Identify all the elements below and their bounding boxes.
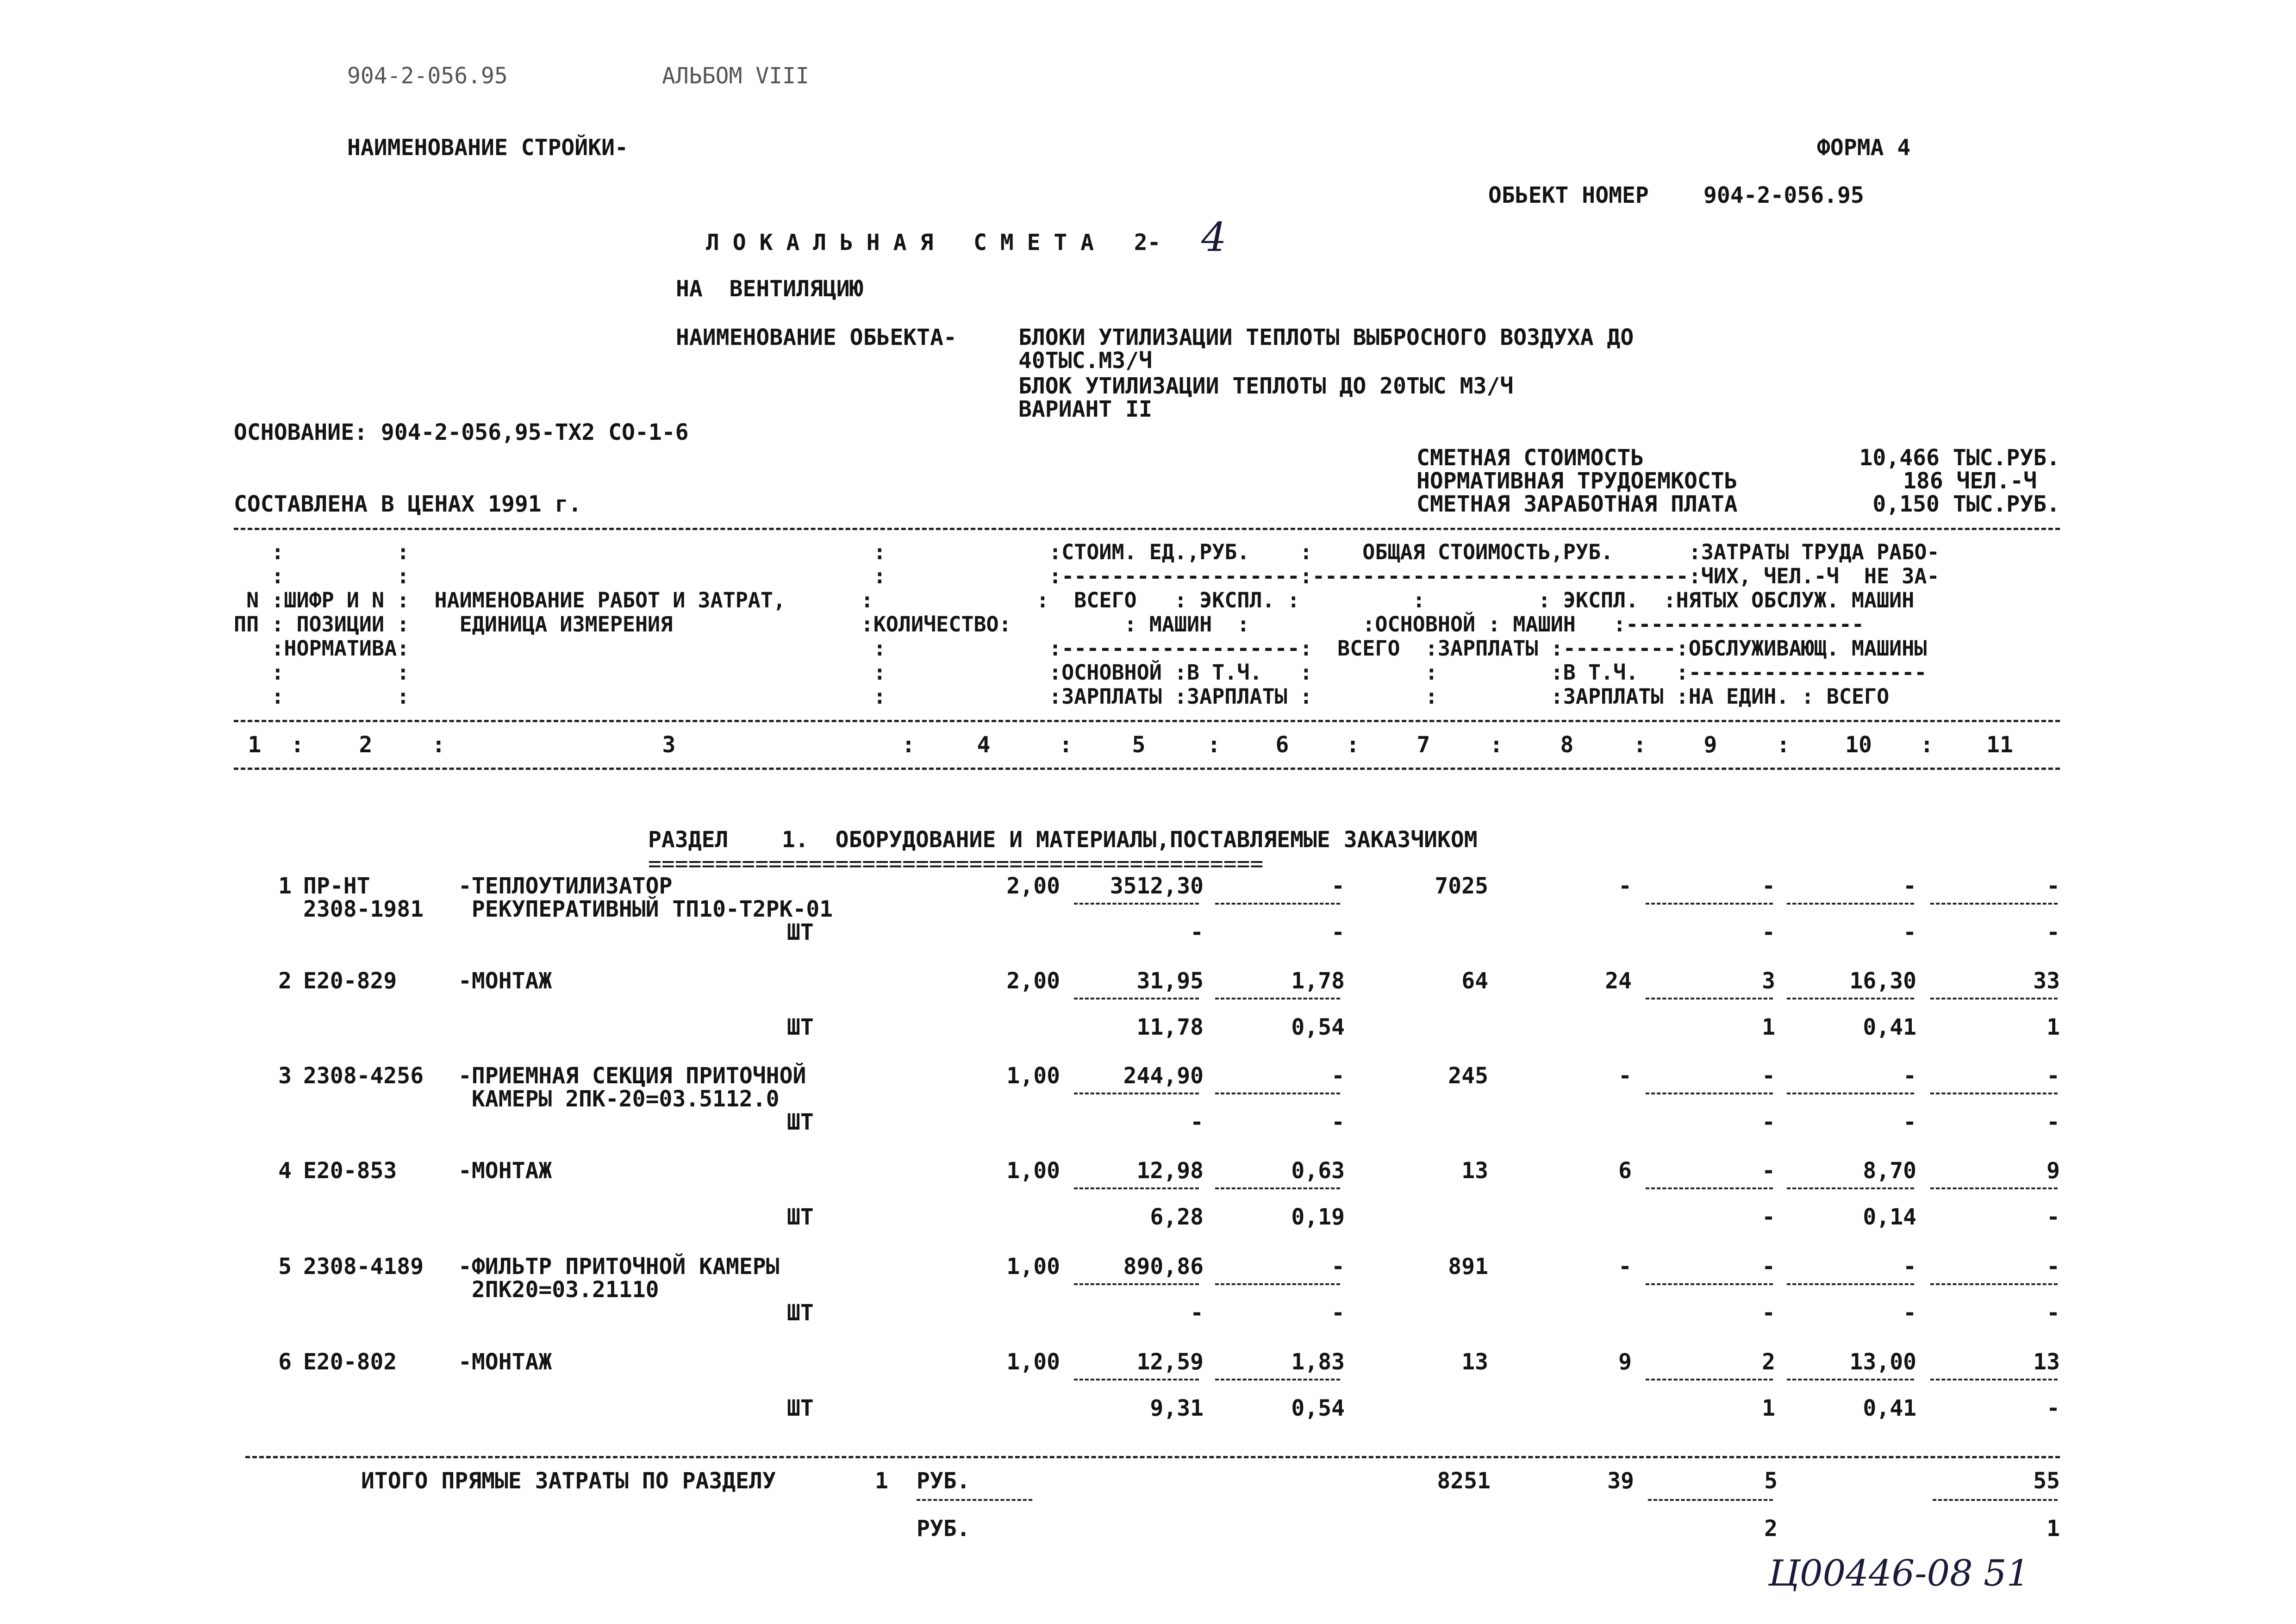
item-labor-total: 33	[2033, 968, 2060, 994]
item-base-wage: 6,28	[1150, 1204, 1204, 1230]
item-name: 2ПК20=03.21110	[458, 1277, 659, 1303]
item-code: ПР-НТ	[303, 873, 370, 899]
item-quantity: 2,00	[1006, 873, 1060, 899]
item-col-9-rule	[1646, 1379, 1773, 1380]
item-total-machines: 3	[1762, 968, 1775, 994]
item-col-5-rule	[1074, 1187, 1199, 1189]
item-col-6-rule	[1215, 1379, 1340, 1380]
item-labor-per-unit: -	[1903, 1254, 1916, 1280]
table-header-row-7: : : : :ЗАРПЛАТЫ :ЗАРПЛАТЫ : : :ЗАРПЛАТЫ :НА ЕДИН. : ВСЕГО	[234, 684, 1890, 709]
item-number: 3	[278, 1063, 292, 1089]
item-col-11-rule	[1930, 1093, 2058, 1094]
item-unit-cost-total: 3512,30	[1110, 873, 1204, 899]
item-total-wages: 24	[1605, 968, 1632, 994]
item-base-wage: 11,78	[1136, 1014, 1204, 1040]
item-unit-cost-total: 890,86	[1123, 1254, 1204, 1280]
item-col-9-rule	[1646, 903, 1773, 905]
column-number-11: 11	[1986, 732, 2013, 758]
item-service-labor-per-unit: -	[1903, 919, 1916, 945]
item-name: -МОНТАЖ	[458, 1349, 552, 1375]
item-code: 2308-4256	[303, 1063, 424, 1089]
column-number-9: 9	[1703, 732, 1717, 758]
item-service-labor-total: -	[2046, 1204, 2060, 1230]
item-total-wages: -	[1618, 1063, 1632, 1089]
total-col-11-rule	[1933, 1499, 2058, 1501]
column-number-separator: :	[1490, 732, 1503, 758]
summary-value-wage: 0,150 ТЫС.РУБ.	[1872, 491, 2060, 517]
item-service-labor-total: -	[2046, 1395, 2060, 1421]
item-service-labor-per-unit: 0,41	[1863, 1395, 1916, 1421]
item-labor-per-unit: -	[1903, 1063, 1916, 1089]
table-top-rule	[234, 528, 2060, 530]
total-col-9-wage: 2	[1764, 1516, 1778, 1542]
osnovanie: ОСНОВАНИЕ: 904-2-056,95-ТХ2 СО-1-6	[234, 419, 689, 445]
column-number-3: 3	[662, 732, 676, 758]
item-code: Е20-802	[303, 1349, 397, 1375]
total-col-11: 55	[2033, 1468, 2060, 1494]
item-unit: ШТ	[787, 1395, 814, 1421]
object-name-line-2: 40ТЫС.М3/Ч	[1018, 348, 1152, 374]
column-number-10: 10	[1845, 732, 1872, 758]
item-code: Е20-853	[303, 1158, 397, 1184]
total-col-8: 39	[1607, 1468, 1634, 1494]
item-service-labor-per-unit: 0,41	[1863, 1014, 1916, 1040]
total-col-9-rule	[1648, 1499, 1773, 1501]
item-col-6-rule	[1215, 998, 1340, 999]
item-col-5-rule	[1074, 1093, 1199, 1094]
item-code: Е20-829	[303, 968, 397, 994]
item-labor-total: 9	[2046, 1158, 2060, 1184]
item-service-labor-total: -	[2046, 919, 2060, 945]
item-name: -МОНТАЖ	[458, 968, 552, 994]
doc-code: 904-2-056.95	[347, 63, 508, 89]
handwritten-page-number: 51	[1984, 1553, 2030, 1594]
total-col-11-wage: 1	[2046, 1516, 2060, 1542]
item-total-wages: -	[1618, 1254, 1632, 1280]
item-machines-wage-total: -	[1762, 1300, 1775, 1326]
item-unit-cost-total: 244,90	[1123, 1063, 1204, 1089]
summary-value-cost: 10,466 ТЫС.РУБ.	[1859, 445, 2060, 471]
column-number-separator: :	[1920, 732, 1934, 758]
item-labor-total: 13	[2033, 1349, 2060, 1375]
item-quantity: 2,00	[1006, 968, 1060, 994]
item-number: 1	[278, 873, 292, 899]
item-base-wage: 9,31	[1150, 1395, 1204, 1421]
item-col-5-rule	[1074, 1283, 1199, 1285]
item-service-labor-per-unit: 0,14	[1863, 1204, 1916, 1230]
summary-label-wage: СМЕТНАЯ ЗАРАБОТНАЯ ПЛАТА	[1416, 491, 1738, 517]
object-name-label: НАИМЕНОВАНИЕ ОБЬЕКТА-	[676, 325, 957, 350]
item-col-11-rule	[1930, 998, 2058, 999]
item-col-10-rule	[1787, 1093, 1914, 1094]
totals-rule	[245, 1456, 2060, 1458]
item-unit-cost-total: 31,95	[1136, 968, 1204, 994]
item-col-6-rule	[1215, 1093, 1340, 1094]
total-unit-2: РУБ.	[917, 1516, 970, 1542]
item-machine-wage: -	[1331, 919, 1345, 945]
item-total-cost: 13	[1461, 1158, 1488, 1184]
item-name: КАМЕРЫ 2ПК-20=03.5112.0	[458, 1086, 780, 1112]
item-total-machines: -	[1762, 873, 1775, 899]
item-unit-cost-machines: 0,63	[1291, 1158, 1345, 1184]
item-quantity: 1,00	[1006, 1254, 1060, 1280]
item-unit-cost-machines: -	[1331, 1063, 1345, 1089]
column-number-separator: :	[1346, 732, 1360, 758]
summary-value-labor: 186 ЧЕЛ.-Ч	[1903, 468, 2037, 494]
item-total-cost: 245	[1448, 1063, 1488, 1089]
object-name-line-4: ВАРИАНТ II	[1018, 396, 1152, 422]
object-name-line-1: БЛОКИ УТИЛИЗАЦИИ ТЕПЛОТЫ ВЫБРОСНОГО ВОЗДУХА ДО	[1018, 325, 1634, 350]
item-labor-per-unit: 13,00	[1849, 1349, 1916, 1375]
item-base-wage: -	[1190, 919, 1204, 945]
item-unit-cost-machines: 1,78	[1291, 968, 1345, 994]
item-unit-cost-machines: -	[1331, 1254, 1345, 1280]
item-col-10-rule	[1787, 903, 1914, 905]
column-number-2: 2	[359, 732, 373, 758]
item-unit: ШТ	[787, 1014, 814, 1040]
item-name: -ФИЛЬТР ПРИТОЧНОЙ КАМЕРЫ	[458, 1254, 780, 1280]
item-number: 6	[278, 1349, 292, 1375]
item-total-wages: 9	[1618, 1349, 1632, 1375]
item-service-labor-total: -	[2046, 1300, 2060, 1326]
item-total-cost: 7025	[1435, 873, 1488, 899]
item-machine-wage: 0,19	[1291, 1204, 1345, 1230]
total-unit: РУБ.	[917, 1468, 970, 1494]
item-name: -МОНТАЖ	[458, 1158, 552, 1184]
item-col-9-rule	[1646, 1093, 1773, 1094]
table-header-row-2: : : : :-------------------:------------------------------:ЧИХ, ЧЕЛ.-Ч НЕ ЗА-	[234, 564, 1940, 588]
item-service-labor-per-unit: -	[1903, 1109, 1916, 1135]
column-number-separator: :	[291, 732, 304, 758]
item-labor-total: -	[2046, 873, 2060, 899]
prices-note: СОСТАВЛЕНА В ЦЕНАХ 1991 г.	[234, 491, 582, 517]
stroika-label: НАИМЕНОВАНИЕ СТРОЙКИ-	[347, 135, 628, 161]
item-col-11-rule	[1930, 1283, 2058, 1285]
column-number-5: 5	[1132, 732, 1146, 758]
album-label: АЛЬБОМ VIII	[662, 63, 809, 89]
item-col-6-rule	[1215, 1187, 1340, 1189]
item-number: 5	[278, 1254, 292, 1280]
item-unit-cost-machines: 1,83	[1291, 1349, 1345, 1375]
document-subtitle: НА ВЕНТИЛЯЦИЮ	[676, 276, 863, 302]
item-machines-wage-total: 1	[1762, 1014, 1775, 1040]
item-total-machines: -	[1762, 1063, 1775, 1089]
item-total-cost: 891	[1448, 1254, 1488, 1280]
total-section-no: 1	[875, 1468, 888, 1494]
item-number: 2	[278, 968, 292, 994]
object-label: ОБЬЕКТ НОМЕР	[1488, 182, 1649, 208]
column-number-separator: :	[902, 732, 915, 758]
column-number-separator: :	[1059, 732, 1073, 758]
item-col-6-rule	[1215, 903, 1340, 905]
item-col-10-rule	[1787, 1379, 1914, 1380]
item-total-cost: 64	[1461, 968, 1488, 994]
document-title: Л О К А Л Ь Н А Я С М Е Т А 2-	[706, 230, 1161, 256]
column-number-4: 4	[977, 732, 991, 758]
item-service-labor-total: -	[2046, 1109, 2060, 1135]
item-number: 4	[278, 1158, 292, 1184]
table-header-row-4: ПП : ПОЗИЦИИ : ЕДИНИЦА ИЗМЕРЕНИЯ :КОЛИЧЕСТВО: : МАШИН : :ОСНОВНОЙ : МАШИН :-------------------	[234, 612, 1864, 637]
item-total-machines: -	[1762, 1158, 1775, 1184]
item-name: -ПРИЕМНАЯ СЕКЦИЯ ПРИТОЧНОЙ	[458, 1063, 806, 1089]
item-machine-wage: -	[1331, 1300, 1345, 1326]
column-number-separator: :	[1207, 732, 1221, 758]
item-unit-cost-total: 12,98	[1136, 1158, 1204, 1184]
item-unit-cost-total: 12,59	[1136, 1349, 1204, 1375]
item-unit: ШТ	[787, 919, 814, 945]
item-col-9-rule	[1646, 998, 1773, 999]
item-machines-wage-total: -	[1762, 1204, 1775, 1230]
item-labor-per-unit: 16,30	[1849, 968, 1916, 994]
item-code: 2308-4189	[303, 1254, 424, 1280]
summary-label-labor: НОРМАТИВНАЯ ТРУДОЕМКОСТЬ	[1416, 468, 1738, 494]
item-col-11-rule	[1930, 1187, 2058, 1189]
item-col-5-rule	[1074, 903, 1199, 905]
item-machine-wage: 0,54	[1291, 1395, 1345, 1421]
section-underline: ==============================================	[648, 851, 1264, 877]
item-labor-per-unit: -	[1903, 873, 1916, 899]
table-header-row-5: :НОРМАТИВА: : :-------------------: ВСЕГО :ЗАРПЛАТЫ :---------:ОБСЛУЖИВАЮЩ. МАШИНЫ	[234, 636, 1927, 661]
item-unit: ШТ	[787, 1300, 814, 1326]
item-name: -ТЕПЛОУТИЛИЗАТОР	[458, 873, 673, 899]
column-number-separator: :	[1633, 732, 1647, 758]
item-machine-wage: 0,54	[1291, 1014, 1345, 1040]
column-number-8: 8	[1560, 732, 1574, 758]
item-unit: ШТ	[787, 1204, 814, 1230]
item-labor-total: -	[2046, 1254, 2060, 1280]
handwritten-stamp: Ц00446-08	[1768, 1553, 1973, 1594]
item-total-wages: 6	[1618, 1158, 1632, 1184]
item-col-5-rule	[1074, 998, 1199, 999]
item-total-cost: 13	[1461, 1349, 1488, 1375]
item-service-labor-total: 1	[2046, 1014, 2060, 1040]
total-label: ИТОГО ПРЯМЫЕ ЗАТРАТЫ ПО РАЗДЕЛУ	[361, 1468, 776, 1494]
object-number: 904-2-056.95	[1703, 182, 1864, 208]
item-labor-total: -	[2046, 1063, 2060, 1089]
item-unit: ШТ	[787, 1109, 814, 1135]
column-number-top-rule	[234, 720, 2060, 722]
item-total-machines: 2	[1762, 1349, 1775, 1375]
column-number-7: 7	[1416, 732, 1430, 758]
item-base-wage: -	[1190, 1300, 1204, 1326]
summary-label-cost: СМЕТНАЯ СТОИМОСТЬ	[1416, 445, 1644, 471]
column-number-separator: :	[1777, 732, 1790, 758]
item-col-5-rule	[1074, 1379, 1199, 1380]
forma-label: ФОРМА 4	[1817, 135, 1911, 161]
item-name: РЕКУПЕРАТИВНЫЙ ТП10-Т2РК-01	[458, 896, 833, 922]
item-labor-per-unit: 8,70	[1863, 1158, 1916, 1184]
item-col-6-rule	[1215, 1283, 1340, 1285]
item-quantity: 1,00	[1006, 1158, 1060, 1184]
column-number-1: 1	[248, 732, 262, 758]
item-quantity: 1,00	[1006, 1349, 1060, 1375]
item-col-11-rule	[1930, 1379, 2058, 1380]
item-total-wages: -	[1618, 873, 1632, 899]
column-number-separator: :	[432, 732, 445, 758]
item-col-9-rule	[1646, 1187, 1773, 1189]
item-col-10-rule	[1787, 1283, 1914, 1285]
object-name-line-3: БЛОК УТИЛИЗАЦИИ ТЕПЛОТЫ ДО 20ТЫС М3/Ч	[1018, 373, 1514, 399]
item-col-9-rule	[1646, 1283, 1773, 1285]
item-machines-wage-total: -	[1762, 919, 1775, 945]
item-col-11-rule	[1930, 903, 2058, 905]
table-header-row-3: N :ШИФР И N : НАИМЕНОВАНИЕ РАБОТ И ЗАТРАТ, : : ВСЕГО : ЭКСПЛ. : : : ЭКСПЛ. :НЯТЫХ ОБСЛУЖ. МАШИН	[234, 588, 1915, 612]
item-machines-wage-total: -	[1762, 1109, 1775, 1135]
title-handwritten-number: 4	[1201, 214, 1227, 261]
item-quantity: 1,00	[1006, 1063, 1060, 1089]
item-col-10-rule	[1787, 998, 1914, 999]
column-number-6: 6	[1275, 732, 1289, 758]
total-unit-rule	[917, 1499, 1032, 1501]
item-code: 2308-1981	[303, 896, 424, 922]
item-machine-wage: -	[1331, 1109, 1345, 1135]
total-col-7: 8251	[1437, 1468, 1491, 1494]
column-number-bottom-rule	[234, 768, 2060, 770]
item-machines-wage-total: 1	[1762, 1395, 1775, 1421]
item-col-10-rule	[1787, 1187, 1914, 1189]
table-header-row-1: : : : :СТОИМ. ЕД.,РУБ. : ОБЩАЯ СТОИМОСТЬ,РУБ. :ЗАТРАТЫ ТРУДА РАБО-	[234, 540, 1940, 564]
item-unit-cost-machines: -	[1331, 873, 1345, 899]
section-title: РАЗДЕЛ 1. ОБОРУДОВАНИЕ И МАТЕРИАЛЫ,ПОСТАВЛЯЕМЫЕ ЗАКАЗЧИКОМ	[648, 827, 1478, 853]
item-service-labor-per-unit: -	[1903, 1300, 1916, 1326]
total-col-9: 5	[1764, 1468, 1778, 1494]
table-header-row-6: : : : :ОСНОВНОЙ :В Т.Ч. : : :В Т.Ч. :-------------------	[234, 660, 1927, 685]
item-total-machines: -	[1762, 1254, 1775, 1280]
item-base-wage: -	[1190, 1109, 1204, 1135]
